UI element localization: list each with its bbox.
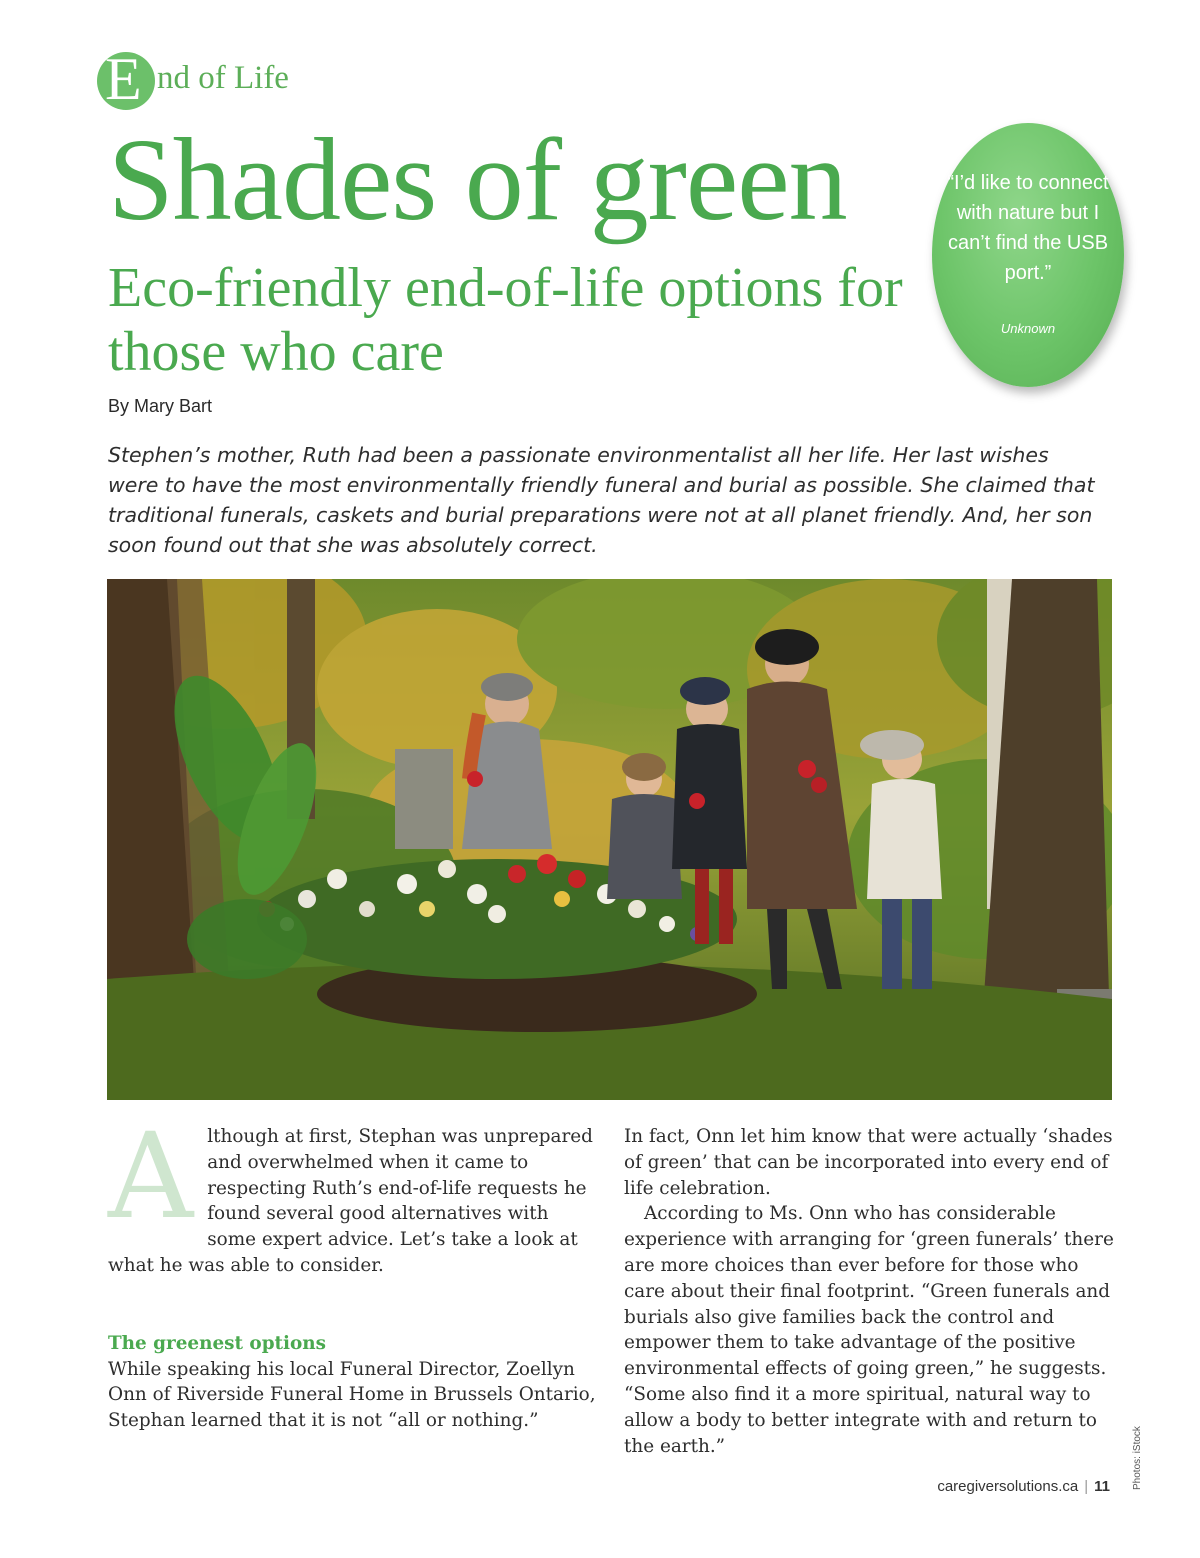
photo-credit: Photos: iStock — [1132, 1426, 1143, 1490]
quote-text: “I’d like to connect with nature but I can’t find the USB port.” — [947, 172, 1109, 284]
article-title: Shades of green — [108, 114, 847, 245]
intro-paragraph: Stephen’s mother, Ruth had been a passionate environmentalist all her life. Her last wishes were to have the most environmentally friendly funeral and burial as possible. She claimed that traditional funerals, caskets and burial preparations were not at all planet friendly. And, her son soon found out that she was absolutely correct. — [108, 443, 1095, 557]
page-number: 11 — [1094, 1478, 1110, 1495]
lead-paragraph-text: lthough at first, Stephan was unprepared and overwhelmed when it came to respecting Ruth’s end-of-life requests he found several good alternatives with some expert advice. Let’s take a look at what he was able to consider. — [108, 1126, 593, 1276]
section-tag-label: nd of Life — [157, 60, 289, 96]
page-footer — [937, 1478, 1110, 1495]
byline: By Mary Bart — [108, 396, 213, 416]
lead-paragraph — [108, 1107, 598, 1279]
body-paragraph-right-1: In fact, Onn let him know that were actually ‘shades of green’ that can be incorporated into every end of life celebration. — [624, 1126, 1113, 1199]
body-column-right — [624, 1124, 1114, 1459]
body-paragraph-left: While speaking his local Funeral Director, Zoellyn Onn of Riverside Funeral Home in Brussels Ontario, Stephan learned that it is not “all or nothing.” — [108, 1358, 596, 1432]
body-column-left — [108, 1107, 598, 1434]
drop-cap: A — [108, 1107, 194, 1245]
quote-bubble — [932, 123, 1124, 387]
article-photo — [107, 579, 1112, 1100]
quote-source: Unknown — [1000, 321, 1056, 336]
section-tag-initial: E — [105, 46, 142, 112]
body-paragraph-right-2: According to Ms. Onn who has considerable experience with arranging for ‘green funerals’ there are more choices than ever before for those who care about their final footprint. “Green funerals and burials also give families back the control and empower them to take advantage of the positive environmental effects of going green,” he suggests. “Some also find it a more spiritual, natural way to allow a body to better integrate with and return to the earth.” — [624, 1203, 1114, 1457]
footer-site: caregiversolutions.ca — [937, 1478, 1079, 1495]
footer-separator: | — [1084, 1478, 1089, 1495]
article-subtitle: Eco-friendly end-of-life options for those who care — [108, 257, 903, 383]
section-heading: The greenest options — [108, 1332, 327, 1354]
